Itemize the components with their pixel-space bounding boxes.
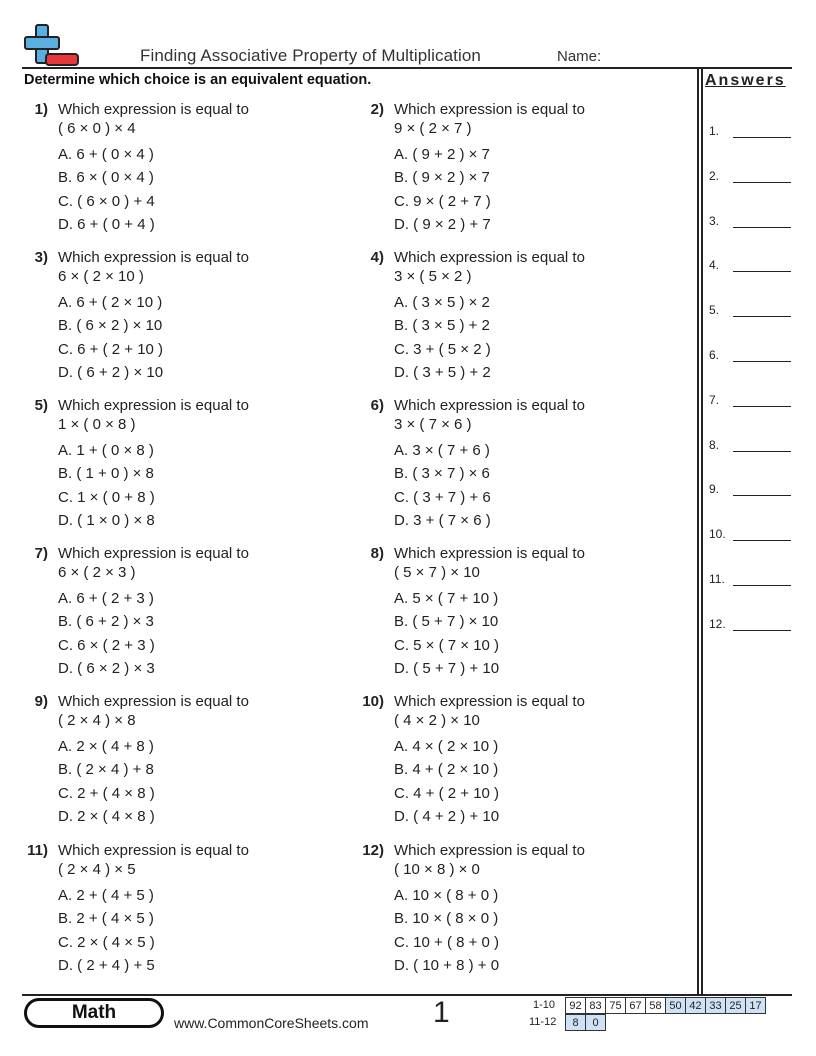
answer-number: 4. (709, 258, 720, 273)
problem-question: Which expression is equal to (58, 101, 249, 118)
answer-choice: A. 6 + ( 2 + 3 ) (58, 590, 154, 607)
answer-choice: A. ( 3 × 5 ) × 2 (394, 294, 490, 311)
answer-choice: A. 6 + ( 0 × 4 ) (58, 146, 154, 163)
answer-blank[interactable] (733, 361, 791, 362)
problem-expression: ( 10 × 8 ) × 0 (394, 861, 480, 878)
problem-10 (358, 693, 658, 833)
problem-9 (22, 693, 322, 833)
answer-line-5[interactable] (709, 303, 793, 317)
problem-6 (358, 397, 658, 537)
problem-question: Which expression is equal to (58, 545, 249, 562)
answer-blank[interactable] (733, 406, 791, 407)
page-number: 1 (433, 996, 450, 1029)
problem-question: Which expression is equal to (58, 842, 249, 859)
answer-choice: D. ( 10 + 8 ) + 0 (394, 957, 500, 974)
problem-number: 3) (34, 249, 48, 266)
answer-number: 6. (709, 348, 720, 362)
problem-expression: 3 × ( 7 × 6 ) (394, 416, 472, 433)
answer-line-7[interactable] (709, 393, 793, 407)
answer-number: 5. (709, 303, 720, 318)
answer-choice: B. ( 2 × 4 ) + 8 (58, 761, 154, 778)
answer-line-12[interactable] (709, 617, 793, 631)
answer-number: 2. (709, 168, 720, 183)
website-link[interactable]: www.CommonCoreSheets.com (174, 1015, 369, 1031)
score-cell: 58 (646, 998, 666, 1014)
answer-choice: D. ( 4 + 2 ) + 10 (394, 808, 500, 825)
answer-number: 1. (709, 124, 720, 138)
answer-number: 12. (709, 616, 726, 631)
problem-12 (358, 842, 658, 982)
score-cell: 92 (566, 998, 586, 1014)
answer-blank[interactable] (733, 271, 791, 272)
problem-expression: 6 × ( 2 × 10 ) (58, 268, 144, 285)
problem-number: 12) (362, 842, 384, 859)
instruction: Determine which choice is an equivalent equation. (24, 72, 372, 88)
answer-choice: C. ( 3 + 7 ) + 6 (394, 489, 491, 506)
problem-11 (22, 842, 322, 982)
score-cell: 17 (746, 998, 766, 1014)
answer-column-divider (697, 67, 699, 995)
answer-blank[interactable] (733, 540, 791, 541)
problem-expression: ( 2 × 4 ) × 5 (58, 861, 136, 878)
problem-number: 7) (34, 545, 48, 562)
answer-choice: C. 2 × ( 4 × 5 ) (58, 934, 155, 951)
answer-choice: A. 3 × ( 7 + 6 ) (394, 442, 490, 459)
answer-choice: C. 10 + ( 8 + 0 ) (394, 934, 500, 951)
score-cell: 75 (606, 998, 626, 1014)
answer-choice: A. 2 × ( 4 + 8 ) (58, 738, 154, 755)
score-cell: 67 (626, 998, 646, 1014)
answer-choice: C. 9 × ( 2 + 7 ) (394, 193, 491, 210)
problem-number: 1) (34, 101, 48, 118)
problem-question: Which expression is equal to (394, 693, 585, 710)
problem-question: Which expression is equal to (394, 249, 585, 266)
answer-choice: D. 6 + ( 0 + 4 ) (58, 216, 155, 233)
answer-choice: C. 5 × ( 7 × 10 ) (394, 637, 500, 654)
answers-heading: Answers (705, 72, 786, 89)
answer-number: 7. (709, 392, 720, 407)
score-row-label: 11-12 (529, 1016, 557, 1028)
answer-choice: D. 2 × ( 4 × 8 ) (58, 808, 155, 825)
answer-number: 3. (709, 213, 720, 228)
answer-choice: A. 5 × ( 7 + 10 ) (394, 590, 499, 607)
answer-choice: C. 2 + ( 4 × 8 ) (58, 785, 155, 802)
answer-blank[interactable] (733, 585, 791, 586)
answer-number: 8. (709, 437, 720, 452)
problem-number: 10) (362, 693, 384, 710)
answer-choice: B. ( 1 + 0 ) × 8 (58, 465, 154, 482)
answer-blank[interactable] (733, 316, 791, 317)
problem-1 (22, 101, 322, 241)
answer-line-1[interactable] (709, 124, 793, 138)
problem-question: Which expression is equal to (394, 397, 585, 414)
answer-choice: C. 6 × ( 2 + 3 ) (58, 637, 155, 654)
answer-choice: A. 1 + ( 0 × 8 ) (58, 442, 154, 459)
problem-number: 2) (370, 101, 384, 118)
answer-choice: B. 2 + ( 4 × 5 ) (58, 910, 154, 927)
answer-blank[interactable] (733, 182, 791, 183)
score-table-row-1 (565, 997, 766, 1014)
answer-number: 9. (709, 482, 720, 497)
problem-2 (358, 101, 658, 241)
answer-choice: A. 2 + ( 4 + 5 ) (58, 887, 154, 904)
score-cell: 25 (726, 998, 746, 1014)
score-cell: 8 (566, 1015, 586, 1031)
problem-expression: 9 × ( 2 × 7 ) (394, 120, 472, 137)
answer-choice: D. ( 2 + 4 ) + 5 (58, 957, 155, 974)
answer-number: 11. (709, 572, 725, 586)
score-cell: 33 (706, 998, 726, 1014)
answer-line-8[interactable] (709, 438, 793, 452)
answer-choice: C. 4 + ( 2 + 10 ) (394, 785, 500, 802)
answer-line-9[interactable] (709, 482, 793, 496)
problem-expression: ( 5 × 7 ) × 10 (394, 564, 480, 581)
answer-choice: B. ( 6 + 2 ) × 3 (58, 613, 154, 630)
answer-choice: D. ( 1 × 0 ) × 8 (58, 512, 155, 529)
answer-choice: B. 4 + ( 2 × 10 ) (394, 761, 499, 778)
score-cell: 83 (586, 998, 606, 1014)
answer-choice: D. ( 6 × 2 ) × 3 (58, 660, 155, 677)
answer-choice: C. 6 + ( 2 + 10 ) (58, 341, 164, 358)
answer-line-4[interactable] (709, 258, 793, 272)
answer-line-11[interactable] (709, 572, 793, 586)
score-cell: 42 (686, 998, 706, 1014)
problem-question: Which expression is equal to (394, 101, 585, 118)
answer-choice: C. 1 × ( 0 + 8 ) (58, 489, 155, 506)
problem-4 (358, 249, 658, 389)
problem-number: 9) (34, 693, 48, 710)
answer-line-2[interactable] (709, 169, 793, 183)
answer-choice: A. 10 × ( 8 + 0 ) (394, 887, 499, 904)
problem-question: Which expression is equal to (394, 545, 585, 562)
problem-expression: ( 4 × 2 ) × 10 (394, 712, 480, 729)
answer-choice: D. ( 9 × 2 ) + 7 (394, 216, 491, 233)
answer-choice: A. 6 + ( 2 × 10 ) (58, 294, 163, 311)
answer-choice: B. ( 5 + 7 ) × 10 (394, 613, 499, 630)
problem-number: 4) (370, 249, 384, 266)
answer-choice: B. ( 6 × 2 ) × 10 (58, 317, 163, 334)
answer-blank[interactable] (733, 630, 791, 631)
answer-choice: C. 3 + ( 5 × 2 ) (394, 341, 491, 358)
problem-number: 5) (34, 397, 48, 414)
problem-number: 8) (370, 545, 384, 562)
answer-column-divider-inner (701, 67, 703, 995)
problem-8 (358, 545, 658, 685)
answer-blank[interactable] (733, 451, 791, 452)
problem-3 (22, 249, 322, 389)
worksheet-title: Finding Associative Property of Multiplication (140, 46, 481, 65)
answer-line-10[interactable] (709, 527, 793, 541)
score-cell: 0 (586, 1015, 606, 1031)
problem-question: Which expression is equal to (394, 842, 585, 859)
answer-choice: D. ( 5 + 7 ) + 10 (394, 660, 500, 677)
footer-divider (22, 994, 792, 996)
score-table-row-2 (565, 1014, 606, 1031)
answer-choice: C. ( 6 × 0 ) + 4 (58, 193, 155, 210)
answer-blank[interactable] (733, 227, 791, 228)
problem-7 (22, 545, 322, 685)
problem-number: 6) (370, 397, 384, 414)
problem-expression: 6 × ( 2 × 3 ) (58, 564, 136, 581)
answer-choice: B. ( 9 × 2 ) × 7 (394, 169, 490, 186)
answer-line-3[interactable] (709, 214, 793, 228)
answer-blank[interactable] (733, 137, 791, 138)
answer-choice: B. ( 3 × 7 ) × 6 (394, 465, 490, 482)
answer-line-6[interactable] (709, 348, 793, 362)
name-label: Name: (557, 48, 602, 65)
problem-expression: 3 × ( 5 × 2 ) (394, 268, 472, 285)
header-divider (22, 67, 792, 69)
answer-choice: A. 4 × ( 2 × 10 ) (394, 738, 499, 755)
answer-choice: D. 3 + ( 7 × 6 ) (394, 512, 491, 529)
problem-question: Which expression is equal to (58, 397, 249, 414)
plus-minus-logo-icon (24, 24, 80, 68)
problem-5 (22, 397, 322, 537)
score-row-label: 1-10 (533, 999, 556, 1011)
subject-badge: Math (24, 998, 164, 1028)
answer-number: 10. (709, 527, 726, 542)
answer-choice: D. ( 6 + 2 ) × 10 (58, 364, 164, 381)
problem-expression: ( 2 × 4 ) × 8 (58, 712, 136, 729)
problem-question: Which expression is equal to (58, 249, 249, 266)
problem-expression: 1 × ( 0 × 8 ) (58, 416, 136, 433)
answer-choice: B. 10 × ( 8 × 0 ) (394, 910, 499, 927)
answer-choice: A. ( 9 + 2 ) × 7 (394, 146, 490, 163)
answer-choice: D. ( 3 + 5 ) + 2 (394, 364, 491, 381)
answer-blank[interactable] (733, 495, 791, 496)
answer-choice: B. 6 × ( 0 × 4 ) (58, 169, 154, 186)
answer-choice: B. ( 3 × 5 ) + 2 (394, 317, 490, 334)
problem-expression: ( 6 × 0 ) × 4 (58, 120, 136, 137)
problem-question: Which expression is equal to (58, 693, 249, 710)
problem-number: 11) (27, 842, 48, 859)
score-cell: 50 (666, 998, 686, 1014)
